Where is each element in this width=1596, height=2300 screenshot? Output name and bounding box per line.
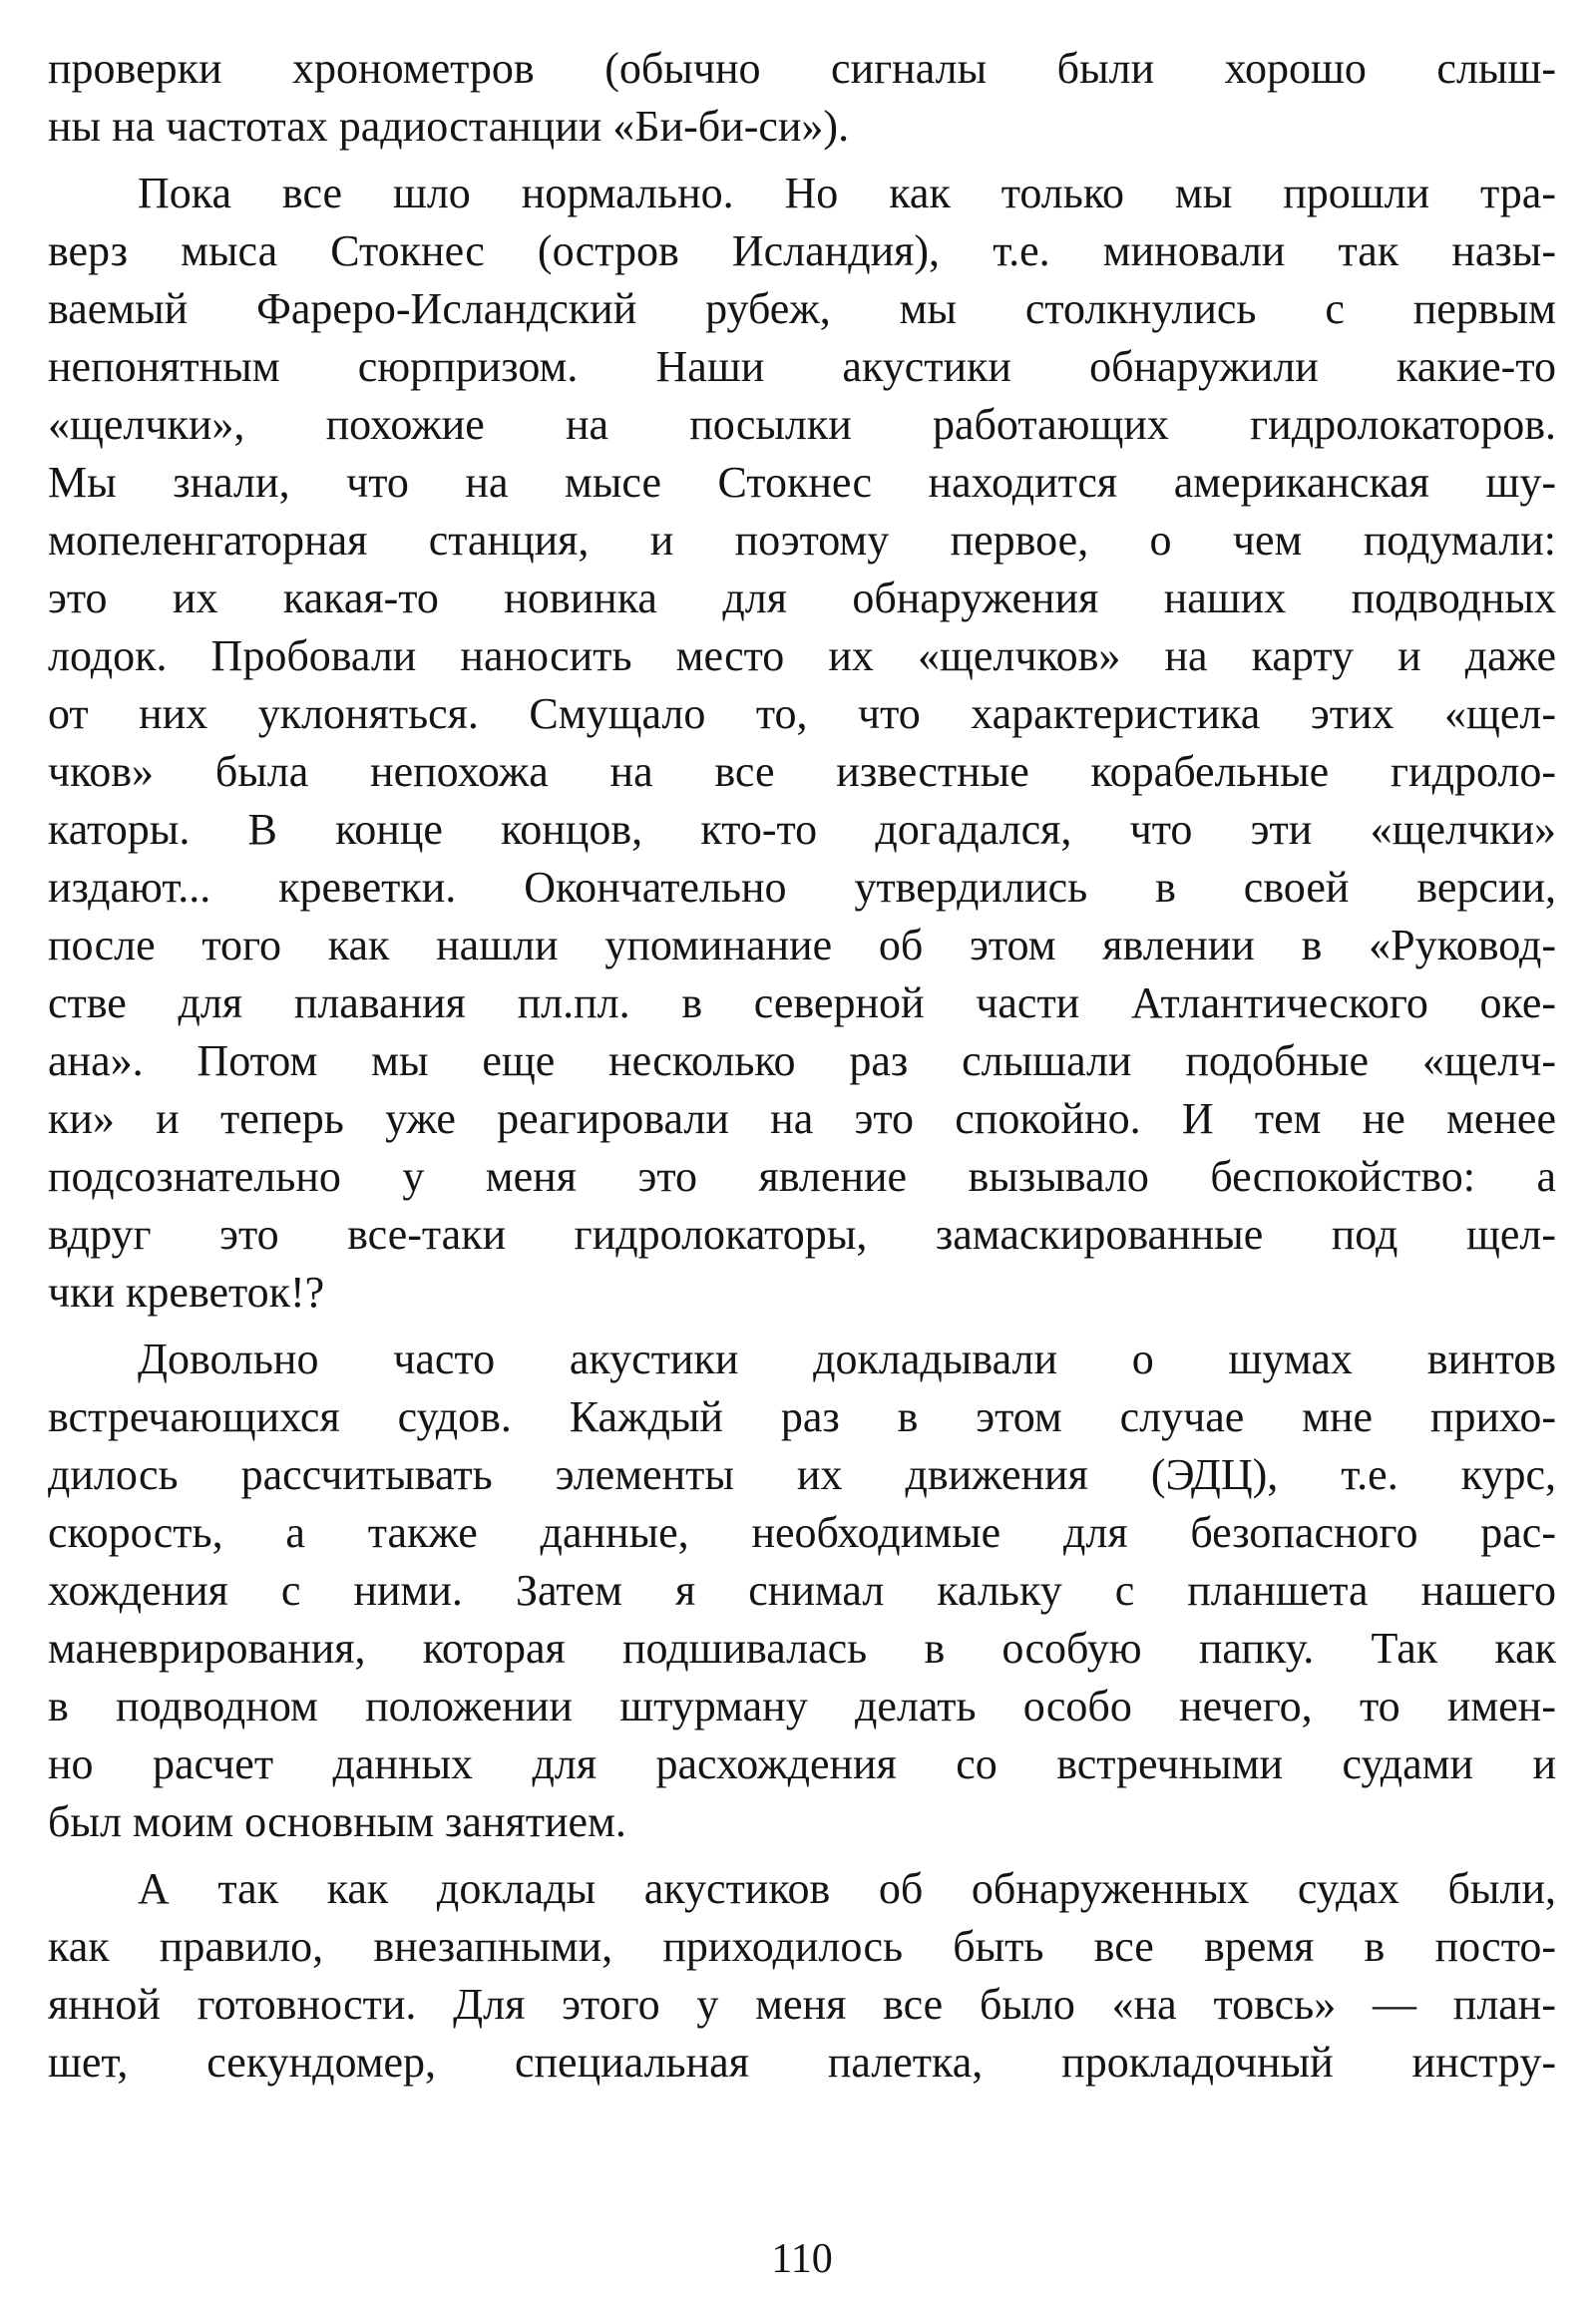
text-line: был моим основным занятием. [48,1797,626,1846]
text-line: встречающихся судов. Каждый раз в этом случае мне прихо- [48,1392,1556,1441]
text-line: янной готовности. Для этого у меня все было «на товсь» — план- [48,1980,1556,2029]
text-line: ки» и теперь уже реагировали на это спокойно. И тем не менее [48,1094,1556,1143]
page-number: 110 [771,2236,833,2282]
text-line: «щелчки», похожие на посылки работающих гидролокаторов. [48,400,1556,449]
text-line: как правило, внезапными, приходилось быть все время в посто- [48,1922,1556,1971]
text-line: Пока все шло нормально. Но как только мы прошли тра- [138,169,1556,217]
text-line: скорость, а также данные, необходимые для безопасного рас- [48,1508,1556,1557]
text-line: ана». Потом мы еще несколько раз слышали подобные «щелч- [48,1036,1556,1085]
text-line: дилось рассчитывать элементы их движения (ЭДЦ), т.е. курс, [48,1450,1556,1499]
paragraph [48,1331,1556,1851]
text-line: верз мыса Стокнес (остров Исландия), т.е. миновали так назы- [48,226,1556,275]
text-line: мопеленгаторная станция, и поэтому первое, о чем подумали: [48,516,1556,565]
text-line: вдруг это все-таки гидролокаторы, замаскированные под щел- [48,1210,1556,1259]
text-line: лодок. Пробовали наносить место их «щелчков» на карту и даже [48,631,1556,680]
text-line: после того как нашли упоминание об этом явлении в «Руковод- [48,921,1556,969]
text-line: хождения с ними. Затем я снимал кальку с планшета нашего [48,1566,1556,1615]
text-line: А так как доклады акустиков об обнаруженных судах были, [138,1864,1556,1913]
text-line: чков» была непохожа на все известные корабельные гидроло- [48,747,1556,796]
book-page [48,40,1556,2282]
paragraph-gap [48,1322,1556,1331]
text-line: чки креветок!? [48,1268,325,1317]
text-line: издают... креветки. Окончательно утвердились в своей версии, [48,863,1556,912]
text-line: от них уклоняться. Смущало то, что характеристика этих «щел- [48,689,1556,738]
text-line: в подводном положении штурману делать особо нечего, то имен- [48,1682,1556,1730]
paragraph [48,165,1556,1322]
text-line: это их какая-то новинка для обнаружения наших подводных [48,574,1556,622]
paragraph [48,1860,1556,2092]
text-line: стве для плавания пл.пл. в северной части Атлантического оке- [48,978,1556,1027]
text-line: ваемый Фареро-Исландский рубеж, мы столкнулись с первым [48,284,1556,333]
paragraph-gap [48,1851,1556,1860]
text-line: непонятным сюрпризом. Наши акустики обнаружили какие-то [48,342,1556,391]
text-line: Мы знали, что на мысе Стокнес находится американская шу- [48,458,1556,507]
body-text [48,40,1556,2092]
paragraph [48,40,1556,156]
text-line: Довольно часто акустики докладывали о шумах винтов [138,1335,1556,1383]
text-line: подсознательно у меня это явление вызывало беспокойство: а [48,1152,1556,1201]
text-line: ны на частотах радиостанции «Би-би-си»). [48,102,850,151]
text-line: шет, секундомер, специальная палетка, прокладочный инстру- [48,2038,1556,2087]
paragraph-gap [48,156,1556,165]
text-line: каторы. В конце концов, кто-то догадался, что эти «щелчки» [48,805,1556,854]
text-line: но расчет данных для расхождения со встречными судами и [48,1739,1556,1788]
text-line: проверки хронометров (обычно сигналы были хорошо слыш- [48,44,1556,93]
text-line: маневрирования, которая подшивалась в особую папку. Так как [48,1624,1556,1673]
